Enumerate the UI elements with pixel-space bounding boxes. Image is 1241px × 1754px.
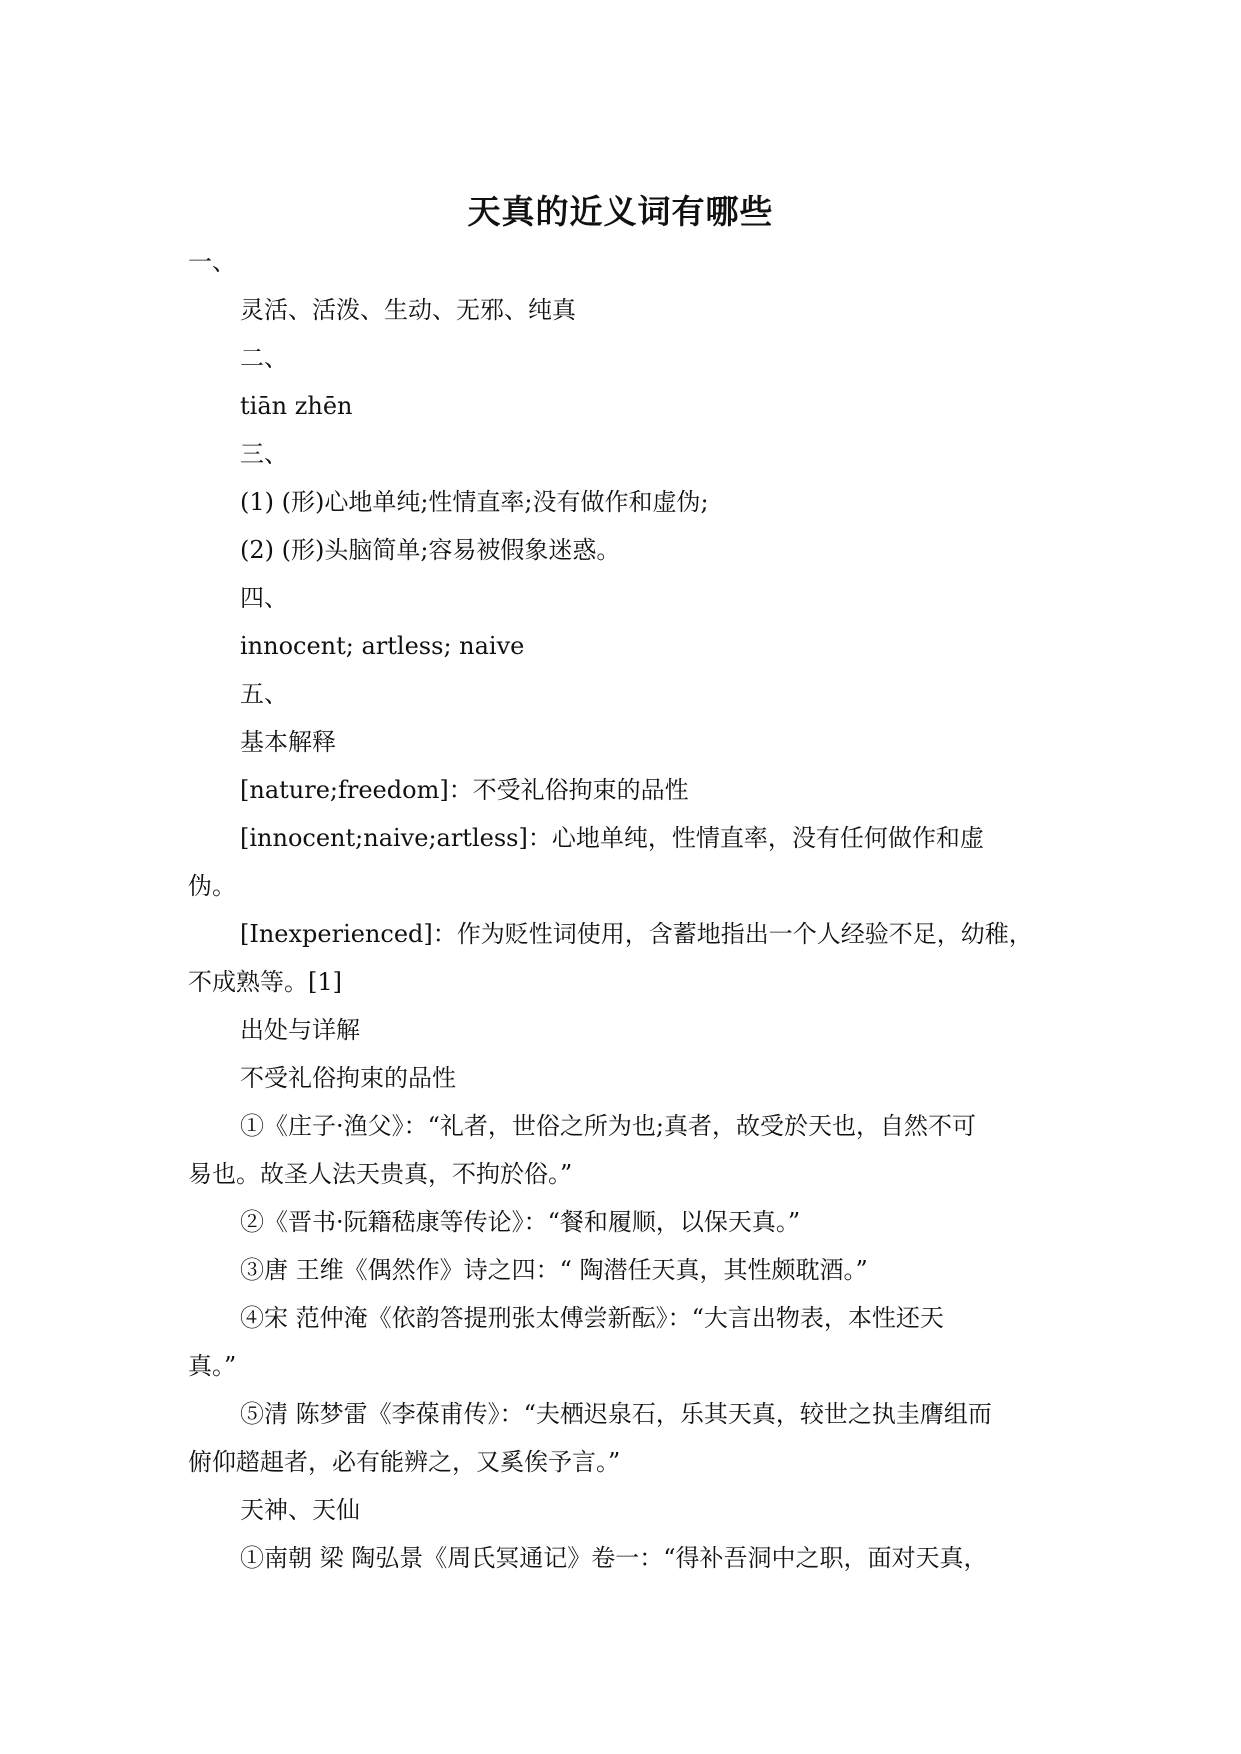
sense-heading-2: 天神、天仙 [240,1496,360,1524]
citation-3: ③唐 王维《偶然作》诗之四：“ 陶潜任天真，其性颇耽酒。” [240,1256,868,1284]
section-heading-5: 五、 [240,680,288,708]
subheading-origin: 出处与详解 [240,1016,360,1044]
explanation-innocent: [innocent;naive;artless]：心地单纯，性情直率，没有任何做作和虚 [240,824,984,852]
sense-heading-1: 不受礼俗拘束的品性 [240,1064,456,1092]
citation-4-cont: 真。” [188,1352,237,1380]
definition-1: (1) (形)心地单纯;性情直率;没有做作和虚伪; [240,488,709,516]
section-heading-2: 二、 [240,344,288,372]
section-heading-1: 一、 [188,248,236,276]
subheading-basic-explanation: 基本解释 [240,728,336,756]
document-title: 天真的近义词有哪些 [467,192,774,231]
citation-6: ①南朝 梁 陶弘景《周氏冥通记》卷一：“得补吾洞中之职，面对天真， [240,1544,988,1572]
english-translation: innocent; artless; naive [240,632,525,660]
definition-2: (2) (形)头脑简单;容易被假象迷惑。 [240,536,621,564]
citation-5-cont: 俯仰趦趄者，必有能辨之，又奚俟予言。” [188,1448,621,1476]
citation-2: ②《晋书·阮籍嵇康等传论》：“餐和履顺，以保天真。” [240,1208,801,1236]
section-heading-3: 三、 [240,440,288,468]
explanation-inexperienced-cont: 不成熟等。[1] [188,968,342,996]
explanation-nature: [nature;freedom]：不受礼俗拘束的品性 [240,776,689,804]
pinyin-line: tiān zhēn [240,392,353,420]
citation-5: ⑤清 陈梦雷《李葆甫传》：“夫栖迟泉石，乐其天真，较世之执圭膺组而 [240,1400,992,1428]
explanation-inexperienced: [Inexperienced]：作为贬性词使用，含蓄地指出一个人经验不足，幼稚， [240,920,1033,948]
citation-1-cont: 易也。故圣人法天贵真，不拘於俗。” [188,1160,573,1188]
section-heading-4: 四、 [240,584,288,612]
explanation-innocent-cont: 伪。 [188,872,236,900]
citation-4: ④宋 范仲淹《依韵答提刑张太傅尝新酝》：“大言出物表，本性还天 [240,1304,944,1332]
citation-1: ①《庄子·渔父》：“礼者，世俗之所为也;真者，故受於天也，自然不可 [240,1112,976,1140]
synonyms-line: 灵活、活泼、生动、无邪、纯真 [240,296,576,324]
